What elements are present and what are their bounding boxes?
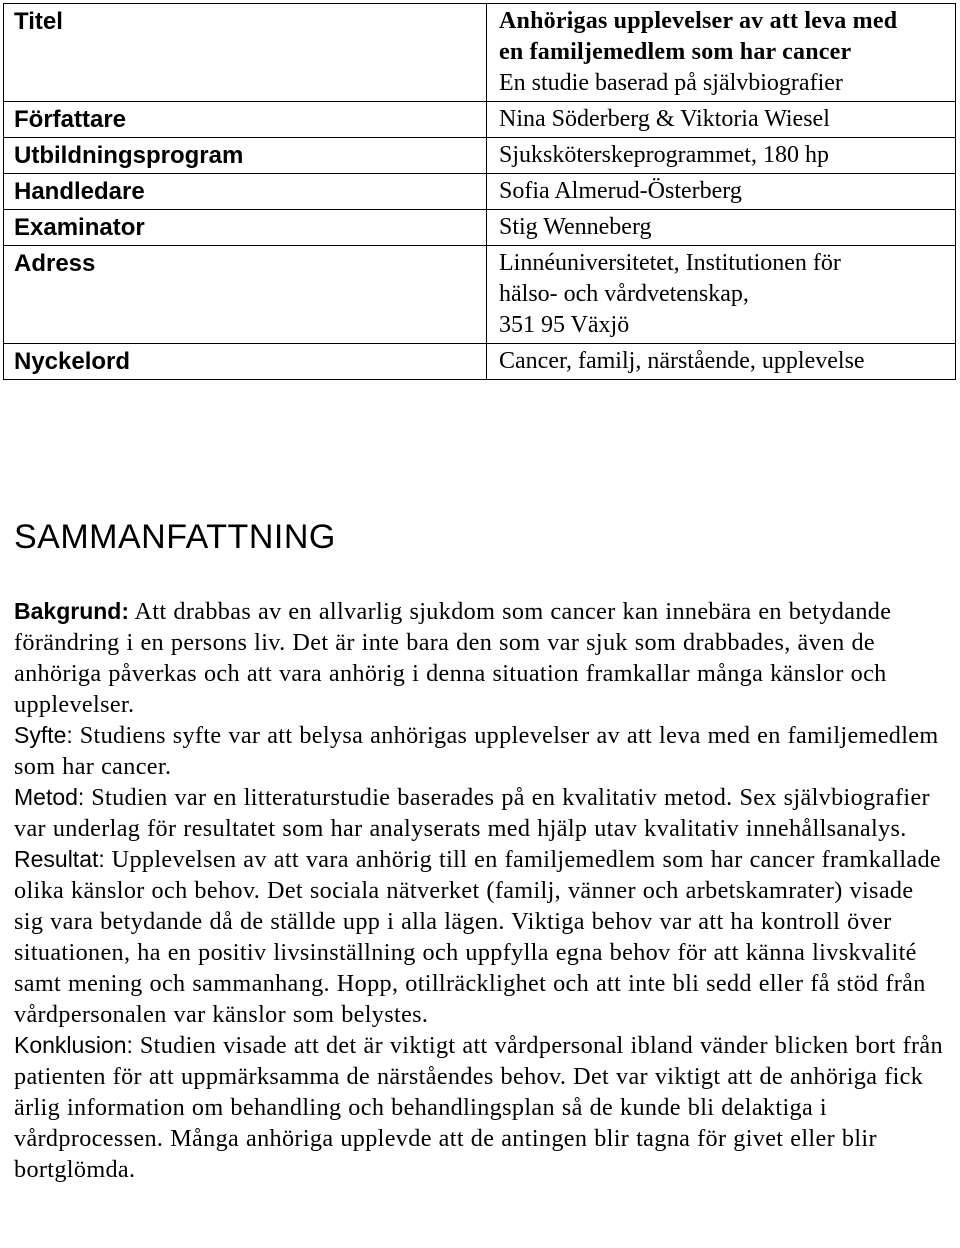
address-line-2: hälso- och vårdvetenskap,	[499, 281, 749, 307]
method-label: Metod:	[14, 784, 85, 810]
conclusion-text: Studien visade att det är viktigt att vårdpersonal ibland vänder blicken bort från patienten för att uppmärksamma de närståendes behov. Det var viktigt att de anhöriga fick ärlig information om behandling och behandlingsplan så de kunde bli delaktiga i vårdprocessen. Många anhöriga upplevde att de antingen blir tagna för givet eller blir bortglömda.	[14, 1032, 943, 1183]
method-text: Studien var en litteraturstudie baserades på en kvalitativ metod. Sex självbiografier var underlag för resultatet som har analyserats med hjälp utav kvalitativ innehållsanalys.	[14, 784, 930, 842]
title-value	[487, 4, 956, 102]
address-line-3: 351 95 Växjö	[499, 312, 630, 338]
keywords-label: Nyckelord	[4, 344, 487, 380]
background-text: Att drabbas av en allvarlig sjukdom som cancer kan innebära en betydande förändring i en persons liv. Det är inte bara den som var sjuk som drabbades, även de anhöriga påverkas och att vara anhörig i denna situation framkallar många känslor och upplevelser.	[14, 598, 892, 718]
title-label: Titel	[4, 4, 487, 102]
conclusion-paragraph	[14, 1030, 949, 1185]
keywords-row	[4, 344, 956, 380]
authors-value: Nina Söderberg & Viktoria Wiesel	[487, 102, 956, 138]
results-paragraph	[14, 844, 949, 1030]
program-value: Sjuksköterskeprogrammet, 180 hp	[487, 138, 956, 174]
address-label: Adress	[4, 246, 487, 344]
supervisor-row	[4, 174, 956, 210]
title-row	[4, 4, 956, 102]
method-paragraph	[14, 782, 949, 844]
authors-label: Författare	[4, 102, 487, 138]
address-value	[487, 246, 956, 344]
thesis-subtitle: En studie baserad på självbiografier	[499, 70, 843, 96]
program-row	[4, 138, 956, 174]
summary-body	[14, 596, 949, 1185]
results-label: Resultat:	[14, 846, 105, 872]
thesis-title-line-2: en familjemedlem som har cancer	[499, 39, 852, 65]
examiner-value: Stig Wenneberg	[487, 210, 956, 246]
aim-paragraph	[14, 720, 949, 782]
address-row	[4, 246, 956, 344]
conclusion-label: Konklusion:	[14, 1032, 133, 1058]
summary-heading: SAMMANFATTNING	[14, 518, 336, 556]
aim-text: Studiens syfte var att belysa anhörigas upplevelser av att leva med en familjemedlem som har cancer.	[14, 722, 939, 780]
program-label: Utbildningsprogram	[4, 138, 487, 174]
examiner-label: Examinator	[4, 210, 487, 246]
address-line-1: Linnéuniversitetet, Institutionen för	[499, 250, 841, 276]
thesis-info-table	[3, 3, 956, 380]
aim-label: Syfte:	[14, 722, 73, 748]
supervisor-value: Sofia Almerud-Österberg	[487, 174, 956, 210]
thesis-title-line-1: Anhörigas upplevelser av att leva med	[499, 8, 898, 34]
results-text: Upplevelsen av att vara anhörig till en familjemedlem som har cancer framkallade olika känslor och behov. Det sociala nätverket (familj, vänner och arbetskamrater) visade sig vara betydande då de ställde upp i alla lägen. Viktiga behov var att ha kontroll över situationen, ha en positiv livsinställning och uppfylla egna behov för att känna livskvalité samt mening och sammanhang. Hopp, otillräcklighet och att inte bli sedd eller få stöd från vårdpersonalen var känslor som belystes.	[14, 846, 941, 1028]
examiner-row	[4, 210, 956, 246]
supervisor-label: Handledare	[4, 174, 487, 210]
background-paragraph	[14, 596, 949, 720]
authors-row	[4, 102, 956, 138]
keywords-value: Cancer, familj, närstående, upplevelse	[487, 344, 956, 380]
background-label: Bakgrund:	[14, 598, 129, 624]
